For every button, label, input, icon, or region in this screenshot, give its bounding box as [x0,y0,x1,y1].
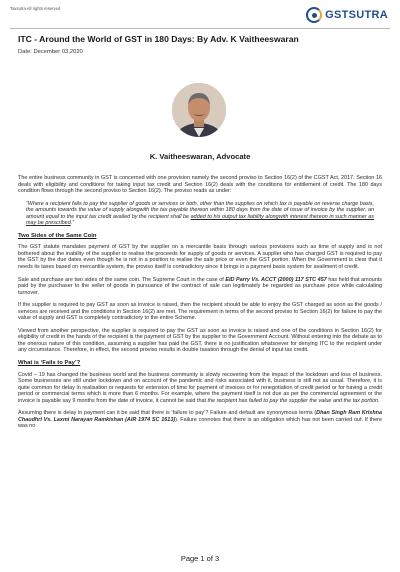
page-number: Page 1 of 3 [180,554,220,563]
paragraph: Viewed from another perspective, the supplier is required to pay the GST as soon as invoice is raised and one of the conditions in Section 16(2) for eligibility of credit in the hands of the recipient is the payment of GST by the supplier to the Government Account. Without entering into the debate as to the onerous nature of this condition, assuming a supplier has paid the GST, there is no justification whatsoever for denying ITC to the recipient under any circumstance. Therefore, in effect, the second proviso results in double taxation through the denial of input tax credit. [18,327,382,354]
section-heading: Two Sides of the Same Coin [18,232,97,239]
case-citation: Dhan Singh Ram Krishna Chaudhri Vs. Laxmi Narayan Ramkishan (AIR 1974 SC 1613) [18,410,382,423]
section-heading: What is ‘Fails to Pay’? [18,360,81,367]
article-date: Date: December 03,2020 [18,49,83,55]
proviso-quote: “Where a recipient fails to pay the supplier of goods or services or both, other than the supplies on which tax is payable on reverse charge basis, the amounts towards the value of supply alongwith the tax payable thereon within 180 days from the date of issue of invoice by the supplier, an amount equal to the input tax credit availed by the recipient shall be added to his output tax liability alongwith interest thereon in such manner as may be prescribed.” [26,200,374,227]
header-divider [10,28,390,29]
paragraph: The GST statute mandates payment of GST by the supplier on a mercantile basis through various provisions such as time of supply and is not bothered about the inability of the supplier to realise the proceeds for supply of goods or services. A supplier who has charged GST is required to pay the GST by the due dates even though he is not in a position to realise the sale price or even the GST portion. When the Government is clear that it needs its taxes based on mercantile system, the proviso itself is contradictory since it brings in a payment basis system for availment of credit. [18,244,382,271]
article-title: ITC - Around the World of GST in 180 Days: By Adv. K Vaitheeswaran [18,34,299,44]
author-name: K. Vaitheeswaran, Advocate [149,152,251,161]
paragraph: Covid – 19 has changed the business world and the business community is slowly recovering from the impact of the lockdown and loss of business. Some businesses are still under lockdown and on account of the pandemic and risks associated with it, business is still not as usual. Therefore, it is quite common for delay in realisation or requests for extension of time for payment of invoices or for renegotiation of credit period or for having a credit period or commercial terms which is more than 6 months. For example, where the payment itself is not due as per the commercial agreement or the invoice is payable say 9 months from the date of invoice, it cannot be said that the recipient has failed to pay the supplier the value and the tax portion. [18,371,382,404]
copyright-note: Taxsutra All rights reserved [10,6,61,11]
author-portrait [172,83,226,137]
quote-underlined: added to his output tax liability alongwith interest thereon in such manner as may be prescribed [26,213,374,227]
paragraph: If the supplier is required to pay GST as soon as invoice is raised, then the recipient should be able to enjoy the GST charged as soon as the goods / services are received and the conditions in Section 16(2) are met. The requirement in terms of the second proviso to Section 16(2) for failure to pay the value of supply and GST is completely contradictory to the entire Scheme. [18,302,382,322]
gstsutra-logo [306,7,388,23]
logo-emblem-icon [306,7,322,23]
emphasis: the recipient has failed to pay the supplier the value and the tax portion. [207,397,380,404]
case-citation: EID Parry Vs. ACCT (2000) 117 STC 457 [225,276,327,283]
paragraph: Assuming there is delay in payment can it be said that there is ‘failure to pay’? Failure and default are synonymous terms (Dhan Singh Ram Krishna Chaudhri Vs. Laxmi Narayan Ramkishan (AIR 1974 SC 1613)). Failure connotes that there is an obligation which has not been carried out. If there was no [18,410,382,430]
paragraph: The entire business community in GST is concerned with one provision namely the second proviso to Section 16(2) of the CGST Act, 2017. Section 16 deals with eligibility and conditions for taking input tax credit and Section 16(2) deals with the conditions for entitlement of credit. The 180 days condition flows through the second proviso to Section 16(2). The proviso reads as under: [18,175,382,195]
logo-wordmark: GSTSUTRA [325,9,388,21]
paragraph: Sale and purchase are two sides of the same coin. The Supreme Court in the case of EID Parry Vs. ACCT (2000) 117 STC 457 has held that amounts paid by the purchaser to the seller of goods in pursuance of the contract of sale can legitimately be regarded as purchase price while calculating turnover. [18,276,383,296]
article-body [18,175,382,436]
